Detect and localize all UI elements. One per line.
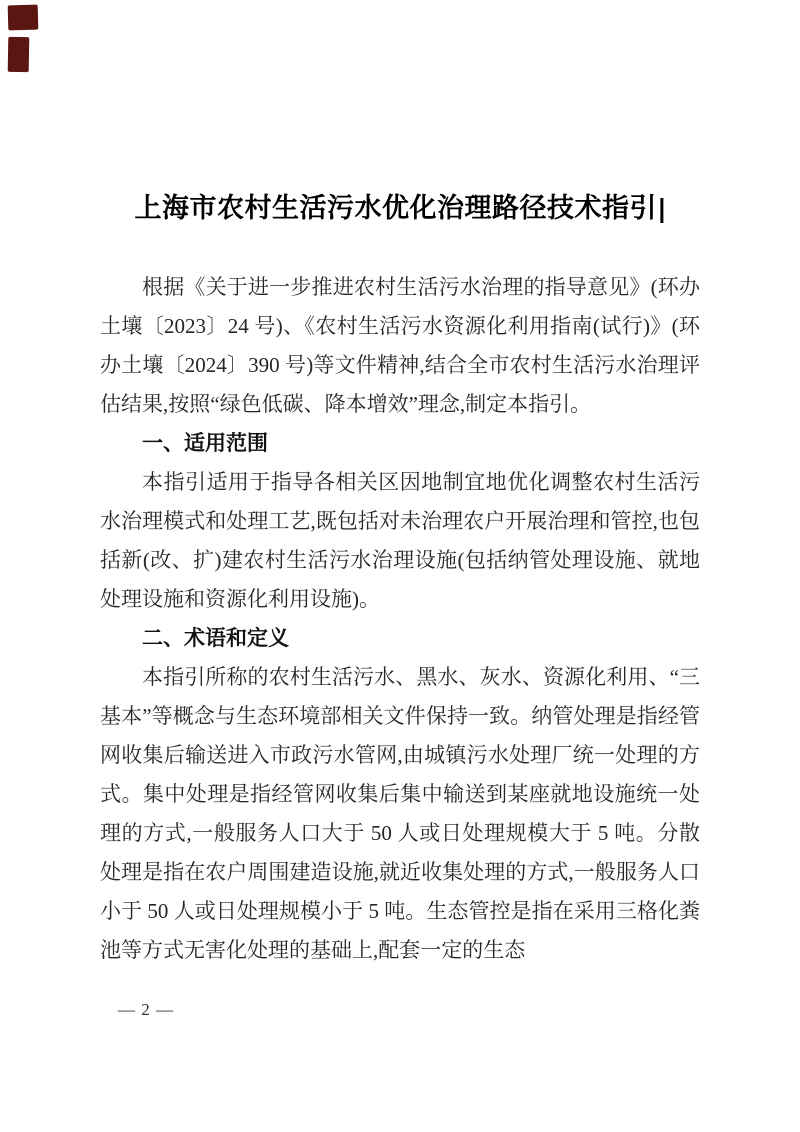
document-title-text: 上海市农村生活污水优化治理路径技术指引	[134, 193, 658, 223]
document-body	[100, 268, 700, 970]
title-cursor-bar: |	[657, 193, 668, 223]
section-heading: 二、术语和定义	[142, 627, 289, 650]
red-stain-mark-top	[8, 5, 39, 31]
document-title	[100, 188, 700, 228]
section-heading: 一、适用范围	[142, 432, 268, 455]
body-paragraph: 本指引所称的农村生活污水、黑水、灰水、资源化利用、“三基本”等概念与生态环境部相关文件保持一致。纳管处理是指经管网收集后输送进入市政污水管网,由城镇污水处理厂统一处理的方式。集中处理是指经管网收集后集中输送到某座就地设施统一处理的方式,一般服务人口大于 50 人或日处理规模大于 5 吨。分散处理是指在农户周围建造设施,就近收集处理的方式,一般服务人口小于 50 人或日处理规模小于 5 吨。生态管控是指在采用三格化粪池等方式无害化处理的基础上,配套一定的生态	[100, 665, 700, 962]
document-content	[100, 188, 700, 970]
body-paragraph: 本指引适用于指导各相关区因地制宜地优化调整农村生活污水治理模式和处理工艺,既包括对未治理农户开展治理和管控,也包括新(改、扩)建农村生活污水治理设施(包括纳管处理设施、就地处理设施和资源化利用设施)。	[100, 470, 700, 611]
red-stain-mark-bottom	[8, 37, 30, 72]
body-paragraph: 根据《关于进一步推进农村生活污水治理的指导意见》(环办土壤〔2023〕24 号)、《农村生活污水资源化利用指南(试行)》(环办土壤〔2024〕390 号)等文件精神,结合全市农村生活污水治理评估结果,按照“绿色低碳、降本增效”理念,制定本指引。	[100, 275, 700, 416]
page-number: — 2 —	[118, 1000, 174, 1019]
